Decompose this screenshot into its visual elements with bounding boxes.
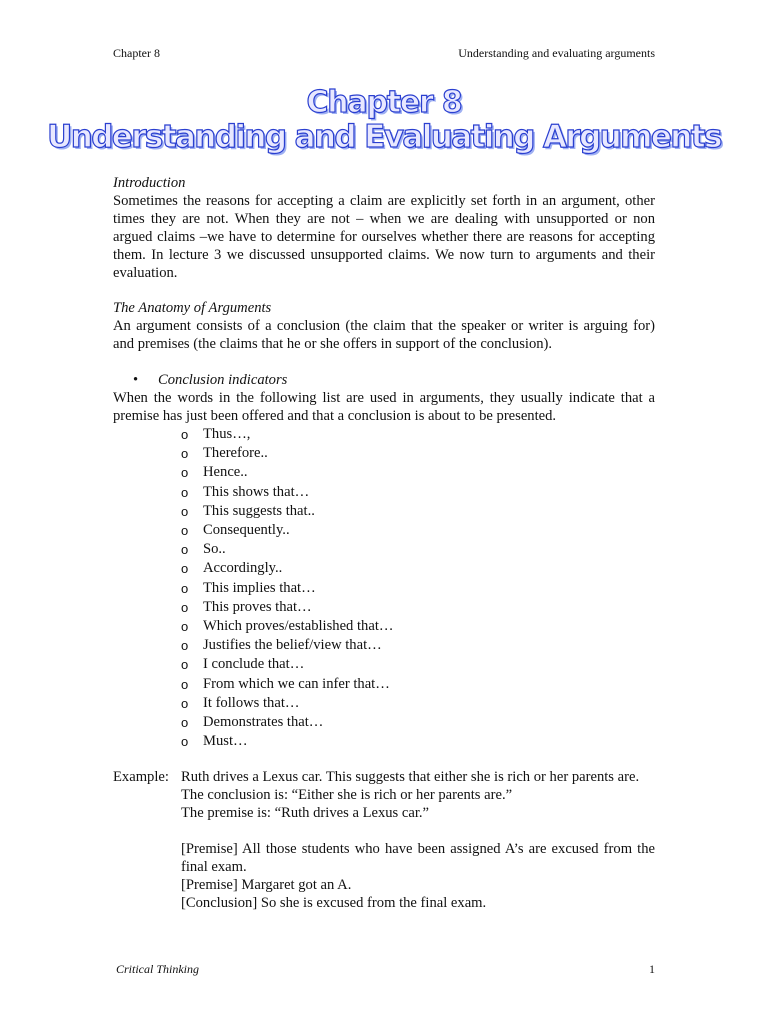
indicator-text: This suggests that.. <box>203 502 315 519</box>
indicator-item <box>181 463 655 482</box>
list-marker-icon: o <box>181 580 189 596</box>
title-chapter: Chapter 8 <box>306 85 462 120</box>
page-footer <box>116 962 655 977</box>
header-section-title: Understanding and evaluating arguments <box>458 46 655 60</box>
indicator-text: Therefore.. <box>203 445 268 462</box>
indicator-item <box>181 425 655 444</box>
list-marker-icon: o <box>181 465 189 481</box>
example-line: [Premise] All those students who have been assigned A’s are excused from the final exam. <box>181 841 655 876</box>
header-chapter: Chapter 8 <box>113 46 160 60</box>
list-marker-icon: o <box>181 676 189 692</box>
anatomy-heading: The Anatomy of Arguments <box>113 300 272 316</box>
list-marker-icon: o <box>181 542 189 558</box>
indicator-list <box>113 425 655 751</box>
list-marker-icon: o <box>181 657 189 673</box>
indicator-text: It follows that… <box>203 694 300 711</box>
conclusion-indicators-heading <box>113 371 655 389</box>
indicator-item <box>181 655 655 674</box>
list-marker-icon: o <box>181 638 189 654</box>
bullet-icon: • <box>133 372 139 388</box>
example-line: [Conclusion] So she is excused from the final exam. <box>181 895 487 912</box>
indicator-item <box>181 502 655 521</box>
example-body <box>181 768 655 912</box>
example-label: Example: <box>113 769 169 786</box>
indicator-text: Accordingly.. <box>203 560 283 577</box>
example-line: Ruth drives a Lexus car. This suggests that either she is rich or her parents are. <box>181 769 640 786</box>
indicator-text: This shows that… <box>203 483 310 500</box>
list-marker-icon: o <box>181 695 189 711</box>
indicator-text: I conclude that… <box>203 656 305 673</box>
indicator-item <box>181 713 655 732</box>
indicator-text: Justifies the belief/view that… <box>203 637 382 654</box>
list-marker-icon: o <box>181 715 189 731</box>
anatomy-paragraph: An argument consists of a conclusion (the claim that the speaker or writer is arguing for) and premises (the claims that he or she offers in support of the conclusion). <box>113 318 655 352</box>
page-header <box>113 46 655 61</box>
indicator-item <box>181 483 655 502</box>
indicator-item <box>181 559 655 578</box>
indicator-text: Demonstrates that… <box>203 714 324 731</box>
indicator-text: From which we can infer that… <box>203 675 390 692</box>
list-marker-icon: o <box>181 619 189 635</box>
page-number: 1 <box>649 962 655 976</box>
indicator-text: Thus…, <box>203 426 251 442</box>
example-line: [Premise] Margaret got an A. <box>181 877 352 894</box>
indicator-item <box>181 598 655 617</box>
introduction-heading: Introduction <box>113 175 186 191</box>
list-marker-icon: o <box>181 446 189 462</box>
list-marker-icon: o <box>181 561 189 577</box>
indicator-item <box>181 636 655 655</box>
indicator-item <box>181 694 655 713</box>
indicator-text: So.. <box>203 541 226 558</box>
indicator-text: This implies that… <box>203 579 316 596</box>
indicator-text: This proves that… <box>203 598 312 615</box>
document-title <box>0 86 768 154</box>
indicator-item <box>181 444 655 463</box>
indicator-text: Which proves/established that… <box>203 618 394 635</box>
conclusion-indicators-paragraph: When the words in the following list are used in arguments, they usually indicate that a premise has just been offered and that a conclusion is about to be presented. <box>113 390 655 424</box>
indicator-item <box>181 521 655 540</box>
indicator-item <box>181 540 655 559</box>
list-marker-icon: o <box>181 484 189 500</box>
list-marker-icon: o <box>181 523 189 539</box>
conclusion-indicators-label: Conclusion indicators <box>158 372 288 388</box>
introduction-paragraph: Sometimes the reasons for accepting a claim are explicitly set forth in an argument, other times they are not. When they are not – when we are dealing with unsupported or non argued claims –we have to determine for ourselves whether there are reasons for accepting them. In lecture 3 we discussed unsupported claims. We now turn to arguments and their evaluation. <box>113 193 655 281</box>
indicator-item <box>181 732 655 751</box>
list-marker-icon: o <box>181 427 189 442</box>
indicator-item <box>181 675 655 694</box>
indicator-text: Must… <box>203 733 248 750</box>
indicator-item <box>181 617 655 636</box>
title-subject: Understanding and Evaluating Arguments <box>47 119 721 155</box>
list-marker-icon: o <box>181 734 189 750</box>
list-marker-icon: o <box>181 599 189 615</box>
footer-course-title: Critical Thinking <box>116 962 200 976</box>
indicator-text: Consequently.. <box>203 522 290 539</box>
indicator-text: Hence.. <box>203 464 248 481</box>
document-body <box>113 174 655 912</box>
list-marker-icon: o <box>181 503 189 519</box>
example-line: The premise is: “Ruth drives a Lexus car.” <box>181 805 430 822</box>
example-line: The conclusion is: “Either she is rich or her parents are.” <box>181 787 513 804</box>
indicator-item <box>181 579 655 598</box>
example-block <box>113 768 655 912</box>
